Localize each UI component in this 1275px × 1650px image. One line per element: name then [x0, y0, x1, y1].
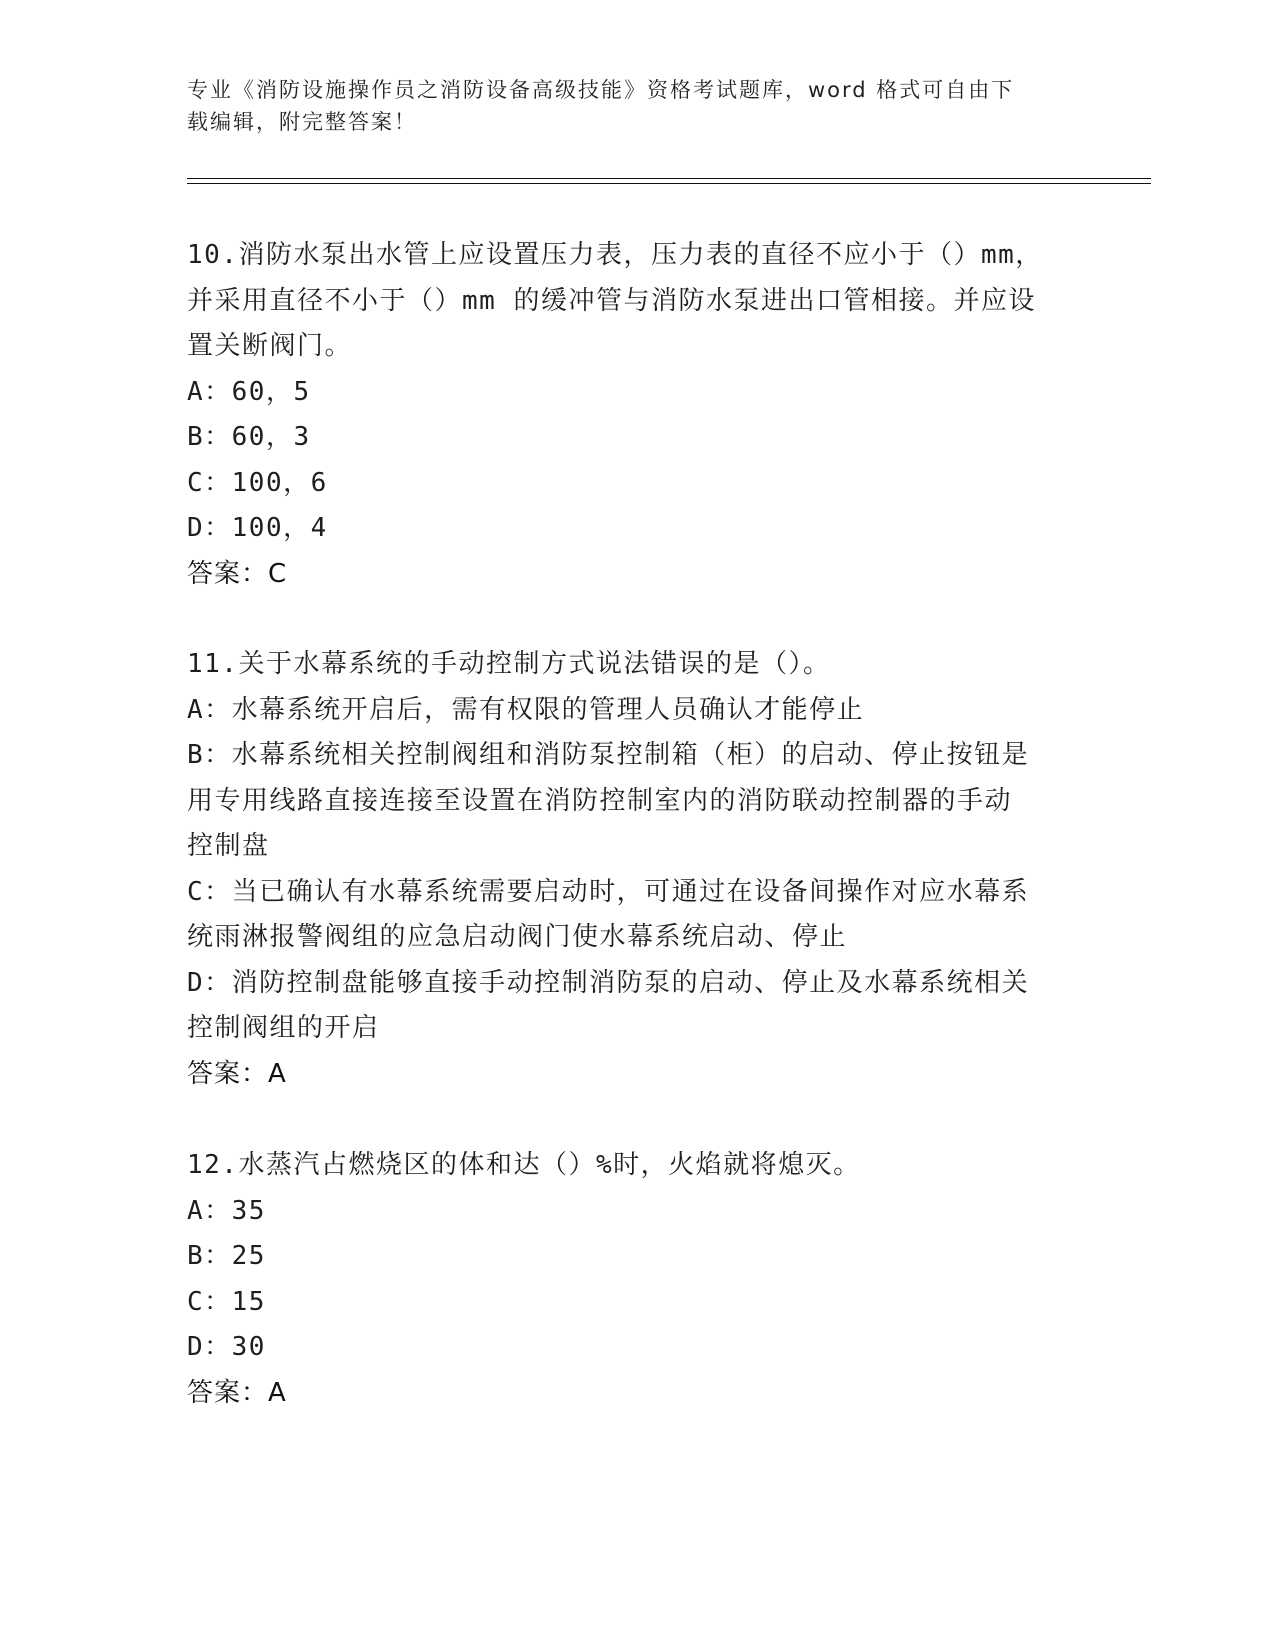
question-11: [187, 642, 1087, 1097]
option-c: C：当已确认有水幕系统需要启动时，可通过在设备间操作对应水幕系: [187, 876, 1030, 907]
option-a: A：水幕系统开启后，需有权限的管理人员确认才能停止: [187, 694, 865, 725]
option-b-continued: 用专用线路直接连接至设置在消防控制室内的消防联动控制器的手动: [187, 785, 1013, 816]
option-b: B：水幕系统相关控制阀组和消防泵控制箱（柜）的启动、停止按钮是: [187, 740, 1030, 770]
option-d: D：消防控制盘能够直接手动控制消防泵的启动、停止及水幕系统相关: [187, 967, 1030, 998]
option-b: B：25: [187, 1241, 266, 1271]
option-d: D：100，4: [187, 513, 328, 543]
option-d: D：30: [187, 1332, 266, 1362]
question-stem-line: 10.消防水泵出水管上应设置压力表，压力表的直径不应小于（）mm，: [187, 240, 1043, 270]
option-c: C：15: [187, 1286, 266, 1317]
option-b: B：60，3: [187, 422, 311, 452]
answer-line: 答案：A: [187, 1058, 287, 1089]
document-header: [187, 74, 1067, 138]
option-c: C：100，6: [187, 467, 328, 498]
option-d-continued: 控制阀组的开启: [187, 1013, 380, 1043]
header-line-1: 专业《消防设施操作员之消防设备高级技能》资格考试题库，word 格式可自由下: [187, 78, 1015, 102]
header-line-2: 载编辑，附完整答案！: [187, 110, 417, 134]
option-a: A：35: [187, 1195, 266, 1226]
question-12: [187, 1143, 1087, 1416]
question-stem-line: 12.水蒸汽占燃烧区的体和达（）%时，火焰就将熄灭。: [187, 1150, 861, 1180]
header-divider-bottom: [187, 183, 1151, 184]
question-stem-line: 11.关于水幕系统的手动控制方式说法错误的是（）。: [187, 649, 831, 679]
option-b-continued: 控制盘: [187, 831, 270, 861]
question-10: [187, 233, 1087, 597]
header-divider-top: [187, 178, 1151, 179]
question-stem-line: 并采用直径不小于（）mm 的缓冲管与消防水泵进出口管相接。并应设: [187, 285, 1036, 316]
question-stem-line: 置关断阀门。: [187, 331, 353, 361]
answer-line: 答案：C: [187, 558, 288, 589]
option-a: A：60，5: [187, 376, 311, 407]
option-c-continued: 统雨淋报警阀组的应急启动阀门使水幕系统启动、停止: [187, 922, 848, 952]
answer-line: 答案：A: [187, 1377, 287, 1408]
